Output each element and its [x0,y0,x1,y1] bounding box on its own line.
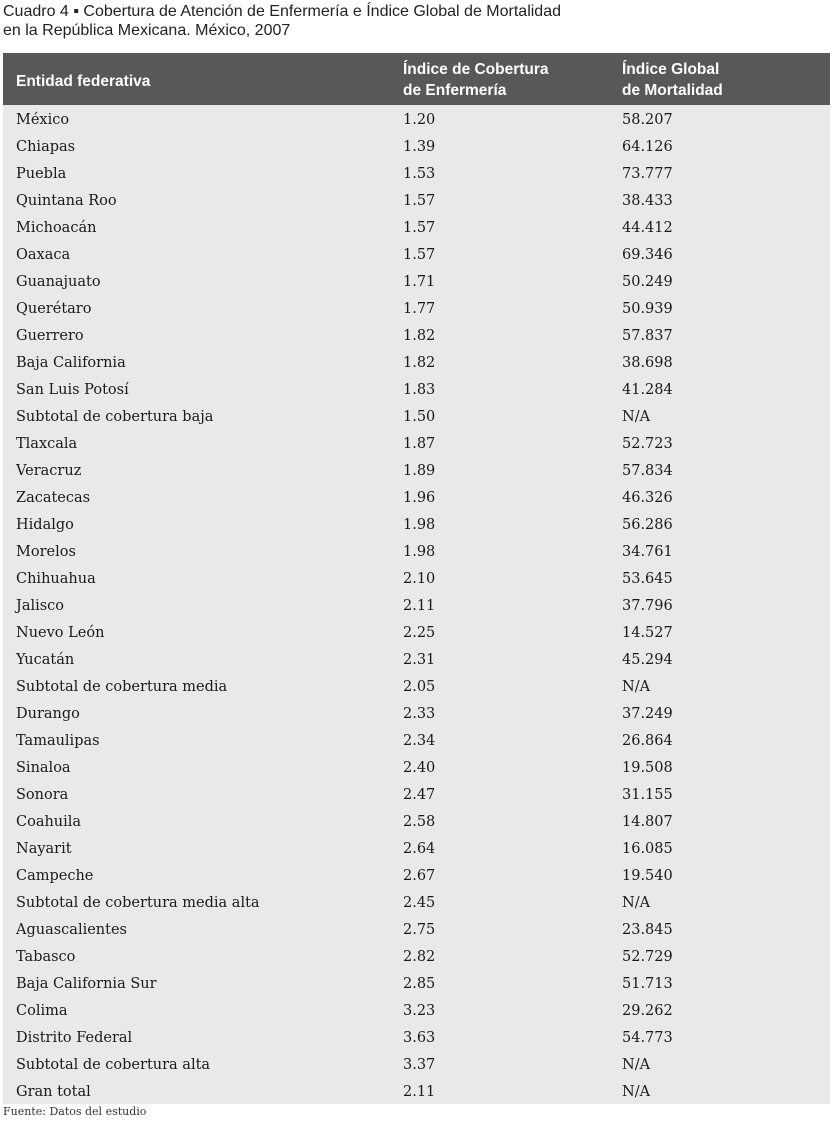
cell-cobertura: 1.82 [403,328,436,344]
cell-entidad: Puebla [16,166,67,182]
cell-cobertura: 2.05 [403,679,436,695]
cell-cobertura: 1.71 [403,274,436,290]
cell-cobertura: 1.20 [403,112,436,128]
cell-entidad: Gran total [16,1084,91,1100]
table-row [3,647,830,674]
cell-entidad: Tabasco [16,949,76,965]
cell-mortalidad: 34.761 [622,544,673,560]
cell-entidad: Campeche [16,868,94,884]
table-row [3,431,830,458]
cell-cobertura: 1.82 [403,355,436,371]
cell-entidad: Querétaro [16,301,92,317]
table-row [3,593,830,620]
cell-mortalidad: 19.540 [622,868,673,884]
table-row [3,998,830,1025]
table-row [3,323,830,350]
cell-entidad: Oaxaca [16,247,71,263]
cell-cobertura: 3.37 [403,1057,436,1073]
cell-mortalidad: 41.284 [622,382,673,398]
cell-cobertura: 2.58 [403,814,436,830]
cell-entidad: Coahuila [16,814,82,830]
table-row [3,161,830,188]
cell-mortalidad: 19.508 [622,760,673,776]
cell-cobertura: 2.10 [403,571,436,587]
cell-mortalidad: 53.645 [622,571,673,587]
cell-mortalidad: 31.155 [622,787,673,803]
cell-entidad: Guanajuato [16,274,101,290]
cell-entidad: Subtotal de cobertura baja [16,409,214,425]
cell-entidad: Hidalgo [16,517,74,533]
cell-entidad: Zacatecas [16,490,91,506]
cell-cobertura: 3.63 [403,1030,436,1046]
cell-mortalidad: 45.294 [622,652,673,668]
table-body [3,105,830,1106]
cell-mortalidad: 26.864 [622,733,673,749]
cell-mortalidad: N/A [622,1084,651,1100]
table-row [3,350,830,377]
cell-cobertura: 1.77 [403,301,436,317]
cell-mortalidad: 38.433 [622,193,673,209]
cell-cobertura: 1.98 [403,517,436,533]
cell-entidad: Subtotal de cobertura alta [16,1057,211,1073]
table-row [3,296,830,323]
table-row [3,539,830,566]
table-row [3,755,830,782]
cell-mortalidad: N/A [622,1057,651,1073]
cell-cobertura: 2.85 [403,976,436,992]
table-row [3,269,830,296]
cell-cobertura: 2.40 [403,760,436,776]
cell-mortalidad: 52.729 [622,949,673,965]
cell-cobertura: 2.25 [403,625,436,641]
cell-mortalidad: 14.527 [622,625,673,641]
cell-cobertura: 2.82 [403,949,436,965]
table-row [3,809,830,836]
cell-cobertura: 2.47 [403,787,436,803]
header-mortalidad [622,59,723,101]
cell-entidad: Quintana Roo [16,193,117,209]
cell-cobertura: 1.96 [403,490,436,506]
table-header [3,53,830,105]
table-row [3,836,830,863]
table-row [3,215,830,242]
table-row [3,701,830,728]
table-row [3,944,830,971]
table-row [3,404,830,431]
cell-mortalidad: 58.207 [622,112,673,128]
cell-mortalidad: N/A [622,409,651,425]
cell-cobertura: 2.67 [403,868,436,884]
cell-entidad: Subtotal de cobertura media [16,679,228,695]
table-row [3,863,830,890]
cell-mortalidad: 44.412 [622,220,673,236]
cell-cobertura: 1.57 [403,220,436,236]
cell-entidad: Nuevo León [16,625,105,641]
cell-cobertura: 2.45 [403,895,436,911]
cell-mortalidad: 37.796 [622,598,673,614]
cell-cobertura: 2.31 [403,652,436,668]
cell-cobertura: 2.64 [403,841,436,857]
cell-entidad: Sinaloa [16,760,71,776]
header-cobertura-line-1: Índice de Cobertura [403,61,549,78]
header-mortalidad-line-2: de Mortalidad [622,82,723,99]
table-row [3,890,830,917]
cell-entidad: Distrito Federal [16,1030,133,1046]
cell-cobertura: 2.34 [403,733,436,749]
cell-cobertura: 2.33 [403,706,436,722]
cell-mortalidad: 54.773 [622,1030,673,1046]
cell-mortalidad: 52.723 [622,436,673,452]
cell-entidad: Guerrero [16,328,84,344]
cell-entidad: Baja California [16,355,126,371]
cell-entidad: Baja California Sur [16,976,157,992]
cell-entidad: Michoacán [16,220,97,236]
cell-entidad: Tlaxcala [16,436,78,452]
table-row [3,458,830,485]
header-cobertura-line-2: de Enfermería [403,82,507,99]
cell-cobertura: 2.75 [403,922,436,938]
cell-mortalidad: 57.837 [622,328,673,344]
table-row [3,566,830,593]
header-entidad: Entidad federativa [16,73,151,90]
cell-cobertura: 1.39 [403,139,436,155]
cell-cobertura: 2.11 [403,1084,436,1100]
cell-cobertura: 3.23 [403,1003,436,1019]
cell-mortalidad: 16.085 [622,841,673,857]
cell-cobertura: 1.50 [403,409,436,425]
cell-mortalidad: 50.249 [622,274,673,290]
table-row [3,620,830,647]
table-caption [3,2,823,40]
cell-mortalidad: N/A [622,679,651,695]
cell-mortalidad: 46.326 [622,490,673,506]
cell-mortalidad: 69.346 [622,247,673,263]
table-row [3,674,830,701]
cell-cobertura: 1.57 [403,193,436,209]
cell-cobertura: 1.89 [403,463,436,479]
table-row [3,1052,830,1079]
cell-mortalidad: 57.834 [622,463,673,479]
table-row [3,512,830,539]
cell-mortalidad: 29.262 [622,1003,673,1019]
cell-entidad: Subtotal de cobertura media alta [16,895,260,911]
cell-mortalidad: 38.698 [622,355,673,371]
table-row [3,107,830,134]
table-row [3,1079,830,1106]
cell-entidad: Aguascalientes [16,922,127,938]
cell-entidad: Nayarit [16,841,72,857]
cell-cobertura: 1.87 [403,436,436,452]
cell-entidad: Durango [16,706,80,722]
cell-cobertura: 1.57 [403,247,436,263]
cell-entidad: México [16,112,70,128]
source-note: Fuente: Datos del estudio [3,1105,147,1118]
cell-mortalidad: 23.845 [622,922,673,938]
cell-cobertura: 1.53 [403,166,436,182]
table-row [3,728,830,755]
cell-entidad: Chihuahua [16,571,96,587]
cell-mortalidad: 56.286 [622,517,673,533]
cell-mortalidad: 51.713 [622,976,673,992]
cell-mortalidad: 64.126 [622,139,673,155]
cell-cobertura: 2.11 [403,598,436,614]
cell-entidad: Yucatán [16,652,75,668]
cell-mortalidad: 14.807 [622,814,673,830]
cell-entidad: Sonora [16,787,69,803]
table-row [3,188,830,215]
table-row [3,377,830,404]
cell-entidad: Colima [16,1003,68,1019]
table-row [3,971,830,998]
cell-cobertura: 1.98 [403,544,436,560]
caption-line-2: en la República Mexicana. México, 2007 [3,22,291,39]
table-row [3,134,830,161]
cell-entidad: Tamaulipas [16,733,100,749]
cell-entidad: Jalisco [16,598,65,614]
cell-mortalidad: 50.939 [622,301,673,317]
cell-mortalidad: 37.249 [622,706,673,722]
cell-entidad: Veracruz [16,463,82,479]
table-row [3,782,830,809]
table-row [3,242,830,269]
cell-entidad: Morelos [16,544,76,560]
table-row [3,1025,830,1052]
cell-mortalidad: N/A [622,895,651,911]
table-row [3,485,830,512]
cell-entidad: San Luis Potosí [16,382,129,398]
header-cobertura [403,59,549,101]
cell-mortalidad: 73.777 [622,166,673,182]
table-row [3,917,830,944]
data-table [3,53,830,1104]
caption-line-1: Cuadro 4 ▪ Cobertura de Atención de Enfermería e Índice Global de Mortalidad [3,3,561,20]
cell-entidad: Chiapas [16,139,76,155]
cell-cobertura: 1.83 [403,382,436,398]
header-mortalidad-line-1: Índice Global [622,61,720,78]
